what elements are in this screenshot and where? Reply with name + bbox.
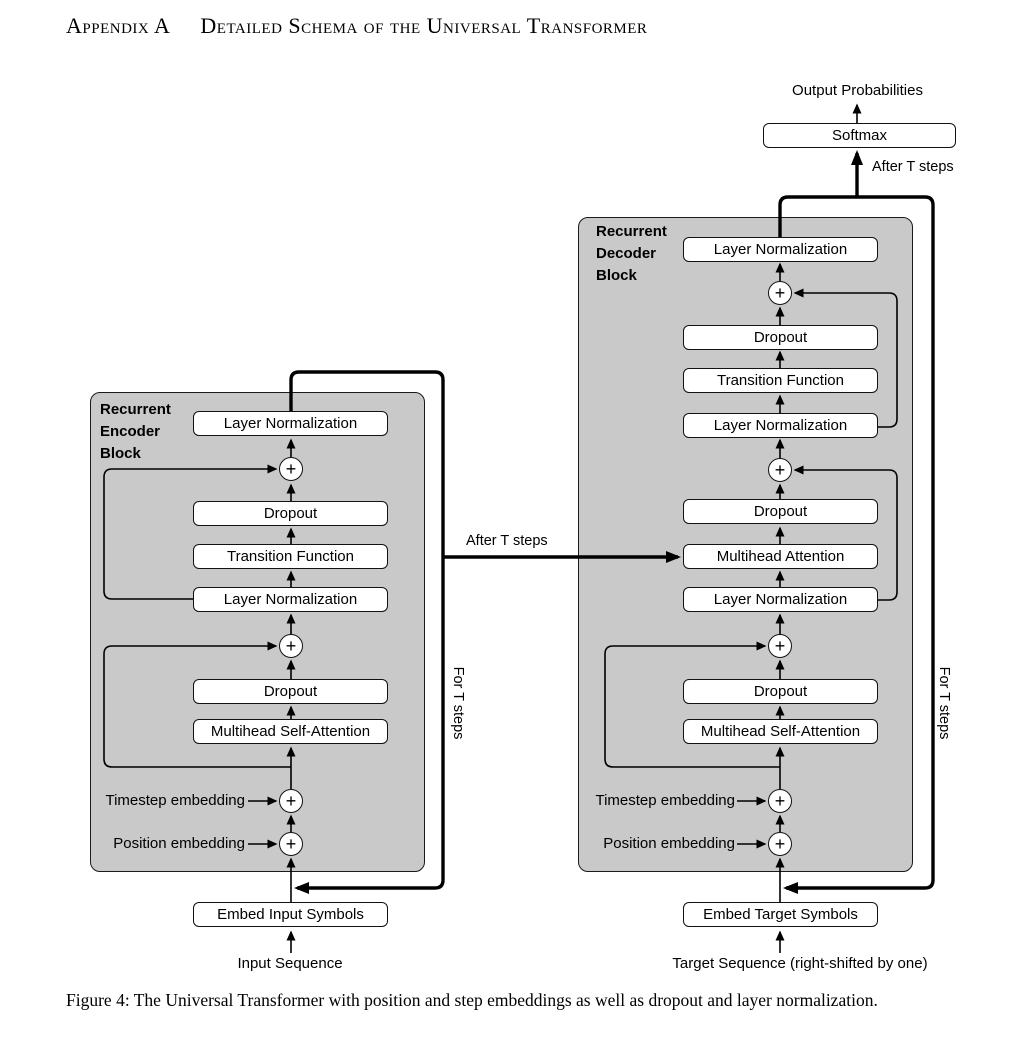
decoder-add-node-attention: + xyxy=(768,458,792,482)
softmax-box: Softmax xyxy=(763,123,956,148)
encoder-add-node-position: + xyxy=(279,832,303,856)
encoder-add-node-timestep: + xyxy=(279,789,303,813)
decoder-add-node-position: + xyxy=(768,832,792,856)
decoder-timestep-embedding-label: Timestep embedding xyxy=(595,792,735,809)
after-t-steps-label-mid: After T steps xyxy=(466,533,548,549)
target-sequence-label: Target Sequence (right-shifted by one) xyxy=(672,955,928,972)
encoder-dropout-upper-box: Dropout xyxy=(193,501,388,526)
for-t-steps-label-decoder: For T steps xyxy=(936,666,952,740)
encoder-multihead-self-attention-box: Multihead Self-Attention xyxy=(193,719,388,744)
encoder-loop-line xyxy=(291,372,678,888)
decoder-dropout-mid-box: Dropout xyxy=(683,499,878,524)
decoder-multihead-self-attention-box: Multihead Self-Attention xyxy=(683,719,878,744)
decoder-position-embedding-label: Position embedding xyxy=(603,835,735,852)
decoder-block-label: Recurrent Decoder Block xyxy=(596,223,667,284)
decoder-add-node-timestep: + xyxy=(768,789,792,813)
encoder-add-node-attention: + xyxy=(279,634,303,658)
after-t-steps-label-top: After T steps xyxy=(872,159,954,175)
decoder-add-node-transition: + xyxy=(768,281,792,305)
encoder-block-label: Recurrent Encoder Block xyxy=(100,401,171,462)
decoder-layer-norm-upper-mid-box: Layer Normalization xyxy=(683,413,878,438)
output-probabilities-label: Output Probabilities xyxy=(792,82,923,99)
decoder-multihead-attention-box: Multihead Attention xyxy=(683,544,878,569)
appendix-title-right: Detailed Schema of the Universal Transformer xyxy=(200,13,648,38)
decoder-layer-norm-lower-mid-box: Layer Normalization xyxy=(683,587,878,612)
encoder-transition-function-box: Transition Function xyxy=(193,544,388,569)
embed-target-symbols-box: Embed Target Symbols xyxy=(683,902,878,927)
decoder-dropout-upper-box: Dropout xyxy=(683,325,878,350)
input-sequence-label: Input Sequence xyxy=(237,955,343,972)
decoder-dropout-lower-box: Dropout xyxy=(683,679,878,704)
decoder-transition-function-box: Transition Function xyxy=(683,368,878,393)
encoder-add-node-transition: + xyxy=(279,457,303,481)
encoder-layer-norm-top-box: Layer Normalization xyxy=(193,411,388,436)
for-t-steps-label-encoder: For T steps xyxy=(450,666,466,740)
encoder-position-embedding-label: Position embedding xyxy=(113,835,245,852)
figure-caption: Figure 4: The Universal Transformer with position and step embeddings as well as dropout and layer normalization. xyxy=(66,990,878,1010)
encoder-dropout-lower-box: Dropout xyxy=(193,679,388,704)
encoder-timestep-embedding-label: Timestep embedding xyxy=(105,792,245,809)
embed-input-symbols-box: Embed Input Symbols xyxy=(193,902,388,927)
encoder-layer-norm-mid-box: Layer Normalization xyxy=(193,587,388,612)
decoder-add-node-self-attention: + xyxy=(768,634,792,658)
appendix-title-left: Appendix A xyxy=(66,13,171,38)
decoder-layer-norm-top-box: Layer Normalization xyxy=(683,237,878,262)
